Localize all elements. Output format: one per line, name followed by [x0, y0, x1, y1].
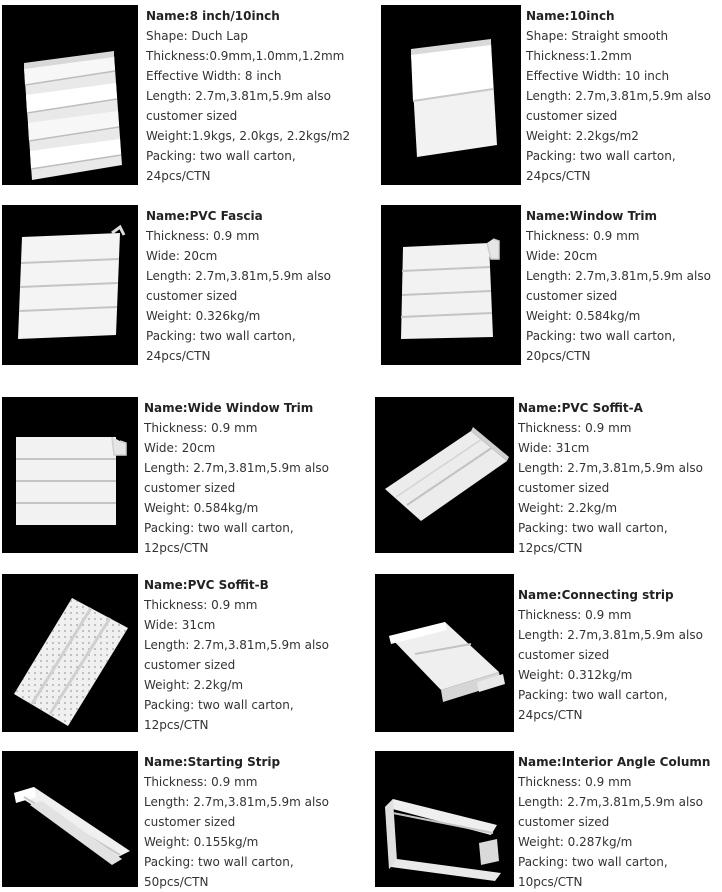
product-name: Name:PVC Soffit-A — [518, 401, 643, 415]
spec-line: 50pcs/CTN — [144, 875, 209, 889]
spec-line: Packing: two wall carton, — [518, 855, 668, 869]
spec-line: Length: 2.7m,3.81m,5.9m also — [144, 638, 329, 652]
product-name: Name:10inch — [526, 9, 615, 23]
spec-line: Weight: 0.584kg/m — [144, 501, 259, 515]
spec-line: Thickness:1.2mm — [526, 49, 632, 63]
product-name: Name:PVC Soffit-B — [144, 578, 269, 592]
spec-line: Shape: Straight smooth — [526, 29, 669, 43]
spec-line: Length: 2.7m,3.81m,5.9m also — [518, 795, 703, 809]
spec-line: Length: 2.7m,3.81m,5.9m also — [518, 461, 703, 475]
pvc-soffit-a-panel-icon — [375, 397, 514, 553]
product-specs — [146, 206, 331, 366]
product-name: Name:8 inch/10inch — [146, 9, 280, 23]
spec-line: Shape: Duch Lap — [146, 29, 248, 43]
product-specs — [144, 575, 329, 735]
spec-line: Packing: two wall carton, — [146, 149, 296, 163]
spec-line: 12pcs/CTN — [144, 541, 209, 555]
spec-line: Weight: 0.155kg/m — [144, 835, 259, 849]
spec-line: Thickness: 0.9 mm — [144, 775, 258, 789]
spec-line: Effective Width: 10 inch — [526, 69, 670, 83]
spec-line: Thickness: 0.9 mm — [144, 598, 258, 612]
dutch-lap-siding-panel-icon — [2, 5, 138, 185]
spec-line: Thickness: 0.9 mm — [518, 608, 632, 622]
spec-line: Packing: two wall carton, — [144, 855, 294, 869]
spec-line: 10pcs/CTN — [518, 875, 583, 889]
spec-line: customer sized — [144, 815, 236, 829]
interior-angle-column-profile-icon — [375, 751, 514, 887]
spec-line: Length: 2.7m,3.81m,5.9m also — [146, 269, 331, 283]
spec-line: 24pcs/CTN — [146, 169, 211, 183]
wide-window-trim-panel-icon — [2, 397, 138, 553]
product-name: Name:Window Trim — [526, 209, 657, 223]
spec-line: customer sized — [144, 658, 236, 672]
product-name: Name:Connecting strip — [518, 588, 674, 602]
straight-smooth-siding-panel-icon — [381, 5, 521, 185]
spec-line: Length: 2.7m,3.81m,5.9m also — [144, 461, 329, 475]
spec-line: customer sized — [146, 109, 238, 123]
spec-line: Wide: 31cm — [518, 441, 590, 455]
perforated-soffit-panel-icon — [2, 574, 138, 732]
spec-line: customer sized — [144, 481, 236, 495]
starting-strip-profile-icon — [2, 751, 138, 887]
spec-line: Weight: 2.2kg/m — [144, 678, 244, 692]
spec-line: Weight:1.9kgs, 2.0kgs, 2.2kgs/m2 — [146, 129, 351, 143]
product-specs — [146, 6, 350, 186]
product-specs — [526, 6, 711, 186]
connecting-strip-profile-icon — [375, 574, 514, 732]
spec-line: Packing: two wall carton, — [144, 698, 294, 712]
spec-line: Effective Width: 8 inch — [146, 69, 282, 83]
spec-line: Packing: two wall carton, — [526, 329, 676, 343]
spec-line: customer sized — [146, 289, 238, 303]
spec-line: Weight: 2.2kg/m — [518, 501, 618, 515]
product-name: Name:Starting Strip — [144, 755, 281, 769]
spec-line: Packing: two wall carton, — [518, 521, 668, 535]
pvc-fascia-panel-icon — [2, 205, 138, 365]
spec-line: Wide: 20cm — [146, 249, 218, 263]
window-trim-panel-icon — [381, 205, 521, 365]
spec-line: 12pcs/CTN — [144, 718, 209, 732]
spec-line: customer sized — [518, 815, 610, 829]
spec-line: customer sized — [526, 289, 618, 303]
spec-line: Packing: two wall carton, — [518, 688, 668, 702]
spec-line: 24pcs/CTN — [526, 169, 591, 183]
spec-line: Weight: 0.584kg/m — [526, 309, 641, 323]
spec-line: Wide: 20cm — [144, 441, 216, 455]
spec-line: Wide: 31cm — [144, 618, 216, 632]
spec-line: 24pcs/CTN — [146, 349, 211, 363]
spec-line: Length: 2.7m,3.81m,5.9m also — [146, 89, 331, 103]
spec-line: 12pcs/CTN — [518, 541, 583, 555]
product-specs — [526, 206, 711, 366]
spec-line: Thickness: 0.9 mm — [518, 421, 632, 435]
product-specs — [518, 585, 703, 725]
spec-line: Weight: 0.312kg/m — [518, 668, 633, 682]
spec-line: customer sized — [518, 481, 610, 495]
spec-line: Thickness: 0.9 mm — [526, 229, 640, 243]
spec-line: Length: 2.7m,3.81m,5.9m also — [526, 269, 711, 283]
spec-line: Packing: two wall carton, — [526, 149, 676, 163]
spec-line: Thickness: 0.9 mm — [144, 421, 258, 435]
spec-line: Thickness:0.9mm,1.0mm,1.2mm — [146, 49, 345, 63]
spec-line: Packing: two wall carton, — [146, 329, 296, 343]
spec-line: Length: 2.7m,3.81m,5.9m also — [526, 89, 711, 103]
spec-line: Weight: 0.287kg/m — [518, 835, 633, 849]
spec-line: customer sized — [526, 109, 618, 123]
product-name: Name:PVC Fascia — [146, 209, 263, 223]
spec-line: Packing: two wall carton, — [144, 521, 294, 535]
spec-line: Length: 2.7m,3.81m,5.9m also — [518, 628, 703, 642]
product-specs — [144, 752, 329, 892]
spec-line: Weight: 2.2kgs/m2 — [526, 129, 639, 143]
spec-line: customer sized — [518, 648, 610, 662]
product-specs — [144, 398, 329, 558]
spec-line: Thickness: 0.9 mm — [518, 775, 632, 789]
spec-line: Weight: 0.326kg/m — [146, 309, 261, 323]
spec-line: 20pcs/CTN — [526, 349, 591, 363]
spec-line: Wide: 20cm — [526, 249, 598, 263]
product-specs — [518, 398, 703, 558]
product-name: Name:Wide Window Trim — [144, 401, 314, 415]
product-name: Name:Interior Angle Column — [518, 755, 711, 769]
spec-line: Thickness: 0.9 mm — [146, 229, 260, 243]
spec-line: 24pcs/CTN — [518, 708, 583, 722]
product-specs — [518, 752, 710, 892]
spec-line: Length: 2.7m,3.81m,5.9m also — [144, 795, 329, 809]
